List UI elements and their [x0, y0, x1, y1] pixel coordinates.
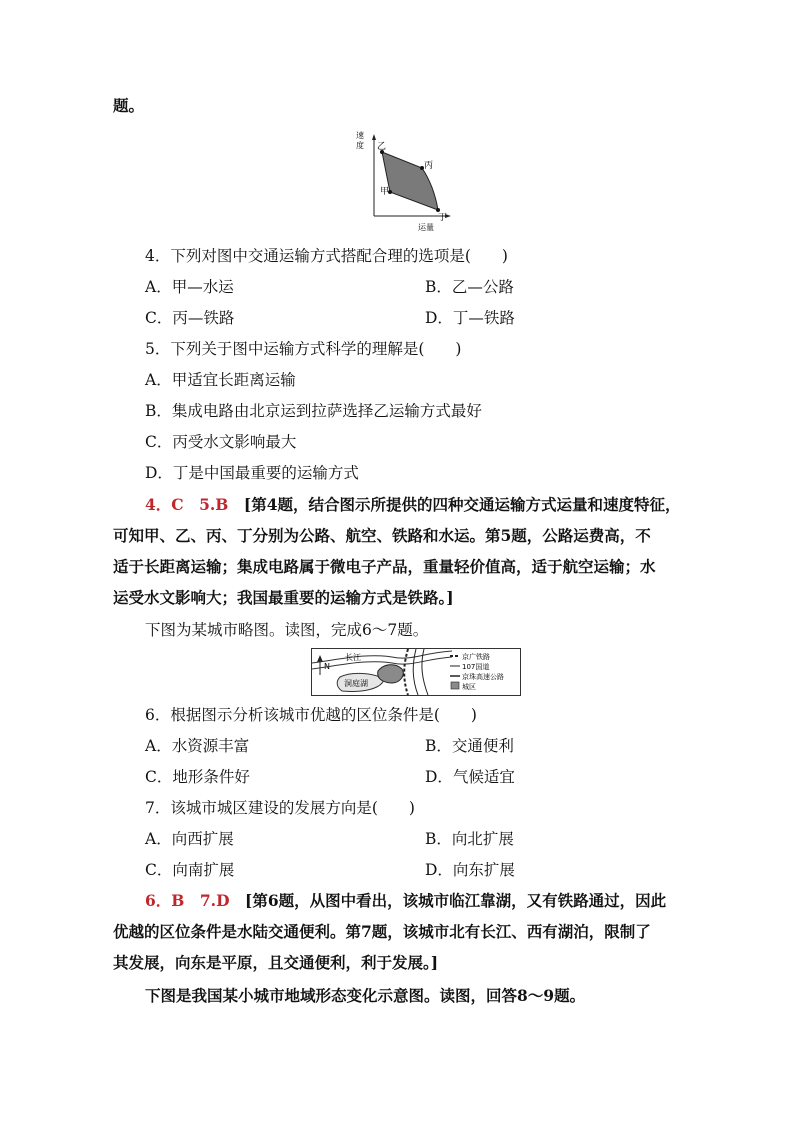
q4-option-a[interactable]: A．甲—水运: [145, 278, 234, 296]
q4-options-row1: [145, 277, 745, 297]
q6-stem: 6．根据图示分析该城市优越的区位条件是( ): [145, 706, 477, 724]
point-bing: 丙: [424, 161, 434, 171]
answer-4-5-line2: 可知甲、乙、丙、丁分别为公路、航空、铁路和水运。第5题，公路运费高，不: [113, 526, 651, 545]
answer-4-5-line3: 适于长距离运输；集成电路属于微电子产品，重量轻价值高，适于航空运输；水: [113, 557, 656, 576]
point-jia: 甲: [380, 187, 390, 197]
answer-6-7-line2: 优越的区位条件是水陆交通便利。第7题，该城市北有长江、西有湖泊，限制了: [113, 922, 651, 941]
q5-option-a[interactable]: A．甲适宜长距离运输: [145, 371, 296, 389]
q7-option-d[interactable]: D．向东扩展: [425, 861, 515, 879]
city-map-figure: [311, 648, 521, 696]
q7-option-a[interactable]: A．向西扩展: [145, 830, 234, 848]
q4-options-row2: [145, 308, 745, 328]
q4-stem: 4．下列对图中交通运输方式搭配合理的选项是( ): [145, 247, 508, 265]
q4-option-c[interactable]: C．丙—铁路: [145, 309, 235, 327]
q6-options-row1: [145, 736, 745, 756]
q6-options-row2: [145, 767, 745, 787]
x-axis-label: 运量: [418, 223, 434, 232]
answer-4-5-line4: 运受水文影响大；我国最重要的运输方式是铁路。]: [113, 588, 454, 607]
q4-option-b[interactable]: B．乙—公路: [425, 278, 514, 296]
q5-option-d[interactable]: D．丁是中国最重要的运输方式: [145, 464, 359, 482]
intro-tail: 题。: [113, 96, 145, 115]
intro-6-7: 下图为某城市略图。读图，完成6～7题。: [145, 621, 429, 639]
answer-6-7-text1: [第6题，从图中看出，该城市临江靠湖，又有铁路通过，因此: [229, 891, 667, 910]
q6-option-c[interactable]: C．地形条件好: [145, 768, 250, 786]
answer-4-5-key: 4．C 5.B: [145, 495, 229, 514]
q5-stem: 5．下列关于图中运输方式科学的理解是( ): [145, 340, 462, 358]
q6-option-a[interactable]: A．水资源丰富: [145, 737, 250, 755]
y-axis-label-bottom: 度: [356, 141, 364, 150]
answer-6-7-line1: [145, 891, 666, 911]
river-label: 长江: [345, 653, 361, 662]
answer-4-5-text1: [第4题，结合图示所提供的四种交通运输方式运量和速度特征，: [228, 495, 681, 514]
q7-option-b[interactable]: B．向北扩展: [425, 830, 514, 848]
q7-options-row2: [145, 860, 745, 880]
q6-option-d[interactable]: D．气候适宜: [425, 768, 515, 786]
answer-4-5-line1: [145, 495, 681, 515]
speed-volume-figure: [352, 130, 452, 232]
q6-option-b[interactable]: B．交通便利: [425, 737, 514, 755]
legend-railway: 京广铁路: [462, 653, 490, 661]
legend-urban-area: 城区: [462, 683, 476, 691]
north-label: N: [324, 662, 330, 671]
point-yi: 乙: [377, 142, 387, 152]
y-axis-label-top: 速: [356, 131, 364, 140]
legend-expressway: 京珠高速公路: [462, 673, 504, 681]
intro-8-9: 下图是我国某小城市地域形态变化示意图。读图，回答8～9题。: [145, 986, 586, 1005]
q7-option-c[interactable]: C．向南扩展: [145, 861, 235, 879]
answer-6-7-key: 6．B 7.D: [145, 891, 230, 910]
answer-6-7-line3: 其发展，向东是平原，且交通便利，利于发展。]: [113, 953, 439, 972]
q5-option-c[interactable]: C．丙受水文影响最大: [145, 433, 297, 451]
q7-stem: 7．该城市城区建设的发展方向是( ): [145, 799, 415, 817]
legend-national-road: 107国道: [462, 663, 490, 671]
point-ding: 丁: [438, 213, 448, 223]
lake-label: 洞庭湖: [344, 679, 368, 688]
q5-option-b[interactable]: B．集成电路由北京运到拉萨选择乙运输方式最好: [145, 402, 482, 420]
q7-options-row1: [145, 829, 745, 849]
q4-option-d[interactable]: D．丁—铁路: [425, 309, 515, 327]
